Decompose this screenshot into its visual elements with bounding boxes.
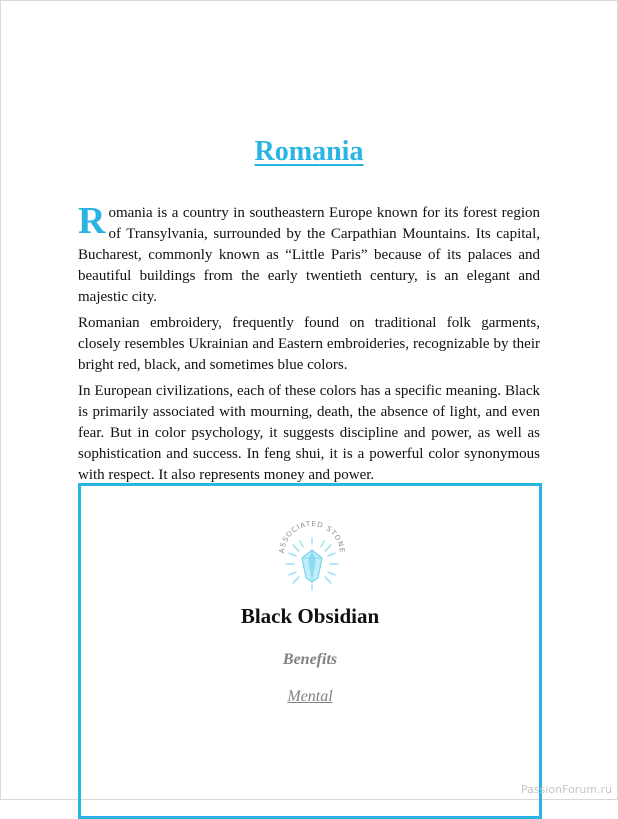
watermark: PassionForum.ru	[521, 783, 612, 796]
svg-text:ASSOCIATED STONE	[278, 520, 346, 554]
associated-stone-box	[78, 483, 542, 819]
drop-cap: R	[78, 200, 106, 242]
stone-name: Black Obsidian	[240, 604, 380, 628]
paragraph-3: In European civilizations, each of these colors has a specific meaning. Black is primarily associated with mourning, death, the absence of light, and even fear. But in color psychology, it suggests discipline and power, as well as sophistication and success. In feng shui, it is a powerful color synonymous with respect. It also represents money and power.	[78, 383, 540, 483]
page-title: Romania	[254, 136, 364, 167]
mental-link[interactable]: Mental	[287, 688, 333, 705]
emblem-label: ASSOCIATED STONE	[277, 519, 347, 554]
article-body	[78, 200, 540, 491]
crystal-icon	[272, 514, 352, 594]
paragraph-1	[78, 200, 540, 308]
benefits-heading: Benefits	[282, 651, 338, 668]
paragraph-2: Romanian embroidery, frequently found on traditional folk garments, closely resembles Ukrainian and Eastern embroideries, recognizable by their bright red, black, and sometimes blue colors.	[78, 315, 540, 373]
paragraph-1-text: omania is a country in southeastern Europe known for its forest region of Transylvania, surrounded by the Carpathian Mountains. Its capital, Bucharest, commonly known as “Little Paris” because of its palaces and beautiful buildings from the early twentieth century, is an elegant and majestic city.	[78, 205, 540, 305]
